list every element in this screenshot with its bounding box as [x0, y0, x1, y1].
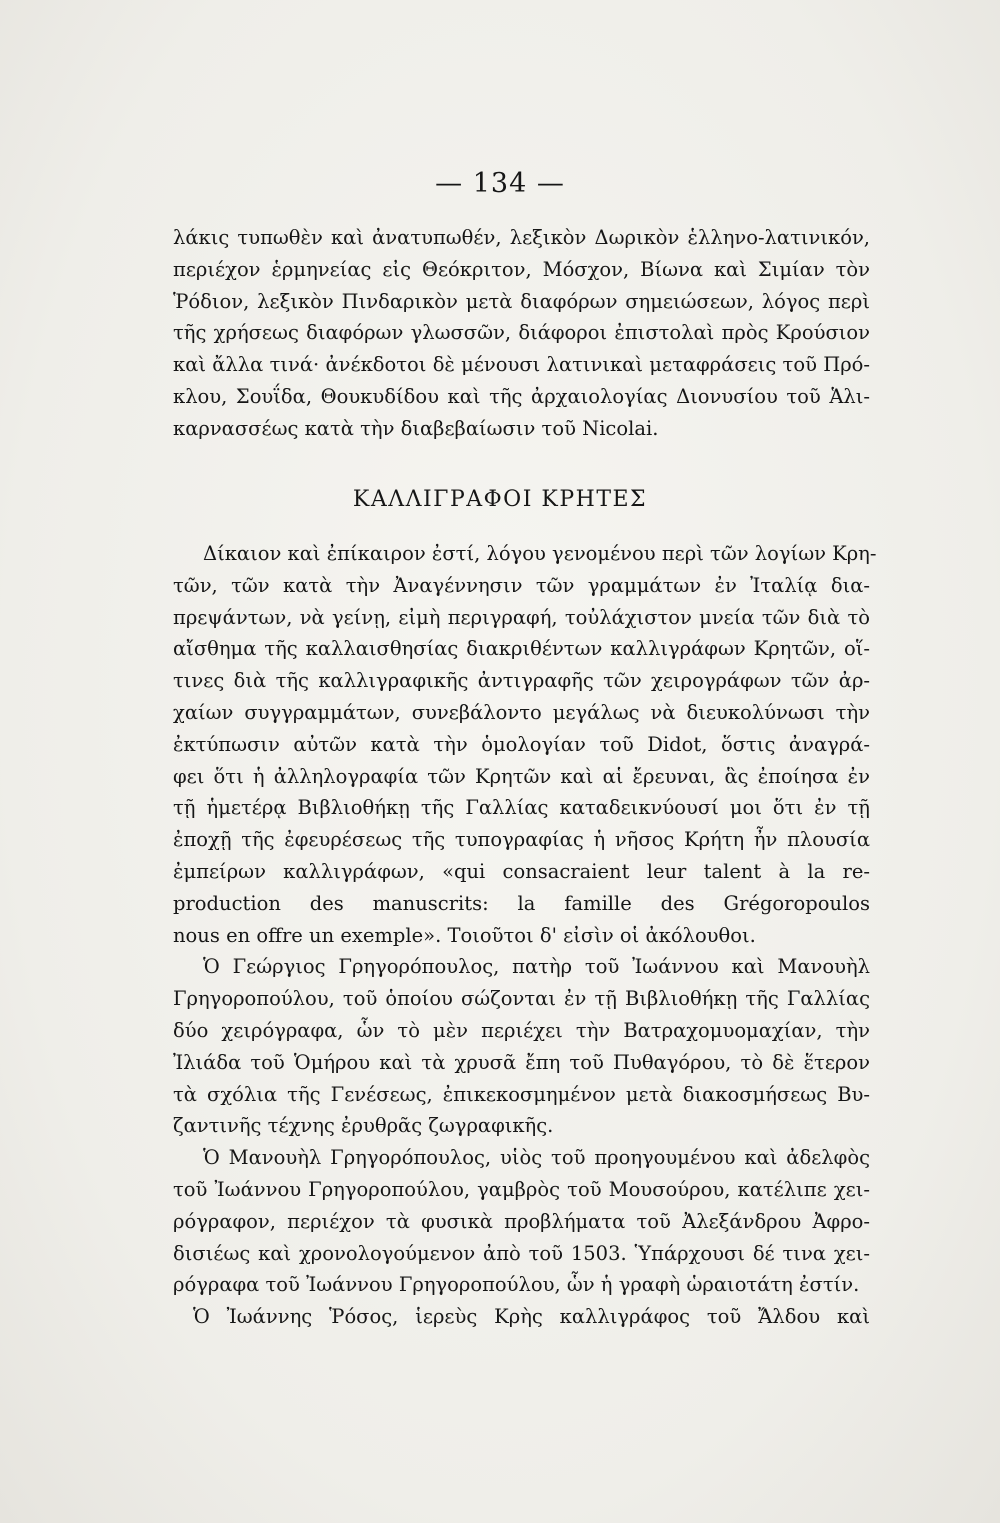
text-line: Ἰλιάδα τοῦ Ὁμήρου καὶ τὰ χρυσᾶ ἔπη τοῦ Πυθαγόρου, τὸ δὲ ἕτερον [173, 1050, 870, 1074]
text-line: ρόγραφα τοῦ Ἰωάννου Γρηγοροπούλου, ὧν ἡ γραφὴ ὡραιοτάτη ἐστίν. [173, 1273, 860, 1297]
text-line: ἐμπείρων καλλιγράφων, «qui consacraient leur talent à la re- [173, 859, 870, 883]
text-line: nous en offre un exemple». Τοιοῦτοι δ' εἰσὶν οἱ ἀκόλουθοι. [173, 923, 756, 947]
text-line: φει ὅτι ἡ ἀλληλογραφία τῶν Κρητῶν καὶ αἱ ἔρευναι, ἃς ἐποίησα ἐν [173, 764, 870, 788]
text-line: Ὁ Μανουὴλ Γρηγορόπουλος, υἱὸς τοῦ προηγουμένου καὶ ἀδελφὸς [203, 1146, 870, 1170]
text-line: πρεψάντων, νὰ γείνῃ, εἰμὴ περιγραφή, τοὐλάχιστον μνεία τῶν διὰ τὸ [173, 605, 870, 629]
text-line: περιέχον ἑρμηνείας εἰς Θεόκριτον, Μόσχον, Βίωνα καὶ Σιμίαν τὸν [173, 257, 870, 281]
text-line: τὰ σχόλια τῆς Γενέσεως, ἐπικεκοσμημένον μετὰ διακοσμήσεως Βυ- [173, 1082, 870, 1106]
text-line: τῶν, τῶν κατὰ τὴν Ἀναγέννησιν τῶν γραμμάτων ἐν Ἰταλίᾳ δια- [173, 573, 870, 597]
text-line: λάκις τυπωθὲν καὶ ἀνατυπωθέν, λεξικὸν Δωρικὸν ἑλληνο-λατινικόν, [173, 226, 870, 249]
text-line: Ὁ Ἰωάννης Ῥόσος, ἱερεὺς Κρὴς καλλιγράφος τοῦ Ἄλδου καὶ [193, 1305, 870, 1329]
text-line: Γρηγοροπούλου, τοῦ ὁποίου σώζονται ἐν τῇ Βιβλιοθήκῃ τῆς Γαλλίας [173, 987, 870, 1011]
text-line: ζαντινῆς τέχνης ἐρυθρᾶς ζωγραφικῆς. [173, 1114, 554, 1138]
text-line: δισιέως καὶ χρονολογούμενον ἀπὸ τοῦ 1503. Ὑπάρχουσι δέ τινα χει- [173, 1241, 870, 1265]
text-line: καὶ ἄλλα τινά· ἀνέκδοτοι δὲ μένουσι λατινικαὶ μεταφράσεις τοῦ Πρό- [173, 353, 870, 377]
text-line: κλου, Σουΐδα, Θουκυδίδου καὶ τῆς ἀρχαιολογίας Διονυσίου τοῦ Ἁλι- [173, 384, 870, 408]
text-line: ἐποχῇ τῆς ἐφευρέσεως τῆς τυπογραφίας ἡ νῆσος Κρήτη ἦν πλουσία [173, 828, 870, 852]
text-line: καρνασσέως κατὰ τὴν διαβεβαίωσιν τοῦ Nicolai. [173, 416, 659, 440]
text-line: δύο χειρόγραφα, ὧν τὸ μὲν περιέχει τὴν Βατραχομυομαχίαν, τὴν [173, 1018, 870, 1042]
text-line: ἐκτύπωσιν αὐτῶν κατὰ τὴν ὁμολογίαν τοῦ Didot, ὅστις ἀναγρά- [173, 732, 870, 756]
text-line: χαίων συγγραμμάτων, συνεβάλοντο μεγάλως νὰ διευκολύνωσι τὴν [173, 700, 870, 724]
text-line: τῇ ἡμετέρᾳ Βιβλιοθήκῃ τῆς Γαλλίας καταδεικνύουσί μοι ὅτι ἐν τῇ [173, 796, 870, 820]
text-line: production des manuscrits: la famille des Grégoropoulos [173, 891, 870, 915]
intro-paragraph [173, 222, 870, 445]
main-text [173, 538, 877, 1333]
text-line: Ὁ Γεώργιος Γρηγορόπουλος, πατὴρ τοῦ Ἰωάννου καὶ Μανουὴλ [203, 955, 870, 979]
text-line: Ῥόδιον, λεξικὸν Πινδαρικὸν μετὰ διαφόρων σημειώσεων, λόγος περὶ [173, 289, 870, 313]
text-line: αἴσθημα τῆς καλλαισθησίας διακριθέντων καλλιγράφων Κρητῶν, οἵ- [173, 637, 870, 661]
text-line: τινες διὰ τῆς καλλιγραφικῆς ἀντιγραφῆς τῶν χειρογράφων τῶν ἀρ- [173, 669, 870, 693]
text-line: Δίκαιον καὶ ἐπίκαιρον ἐστί, λόγου γενομένου περὶ τῶν λογίων Κρη- [203, 542, 877, 565]
text-line: ρόγραφον, περιέχον τὰ φυσικὰ προβλήματα τοῦ Ἀλεξάνδρου Ἀφρο- [173, 1209, 870, 1233]
text-line: τῆς χρήσεως διαφόρων γλωσσῶν, διάφοροι ἐπιστολαὶ πρὸς Κρούσιον [173, 321, 870, 345]
section-heading: ΚΑΛΛΙΓΡΑΦΟΙ ΚΡΗΤΕΣ [352, 487, 648, 512]
text-line: τοῦ Ἰωάννου Γρηγοροπούλου, γαμβρὸς τοῦ Μουσούρου, κατέλιπε χει- [173, 1177, 870, 1201]
page-number: — 134 — [435, 168, 565, 199]
